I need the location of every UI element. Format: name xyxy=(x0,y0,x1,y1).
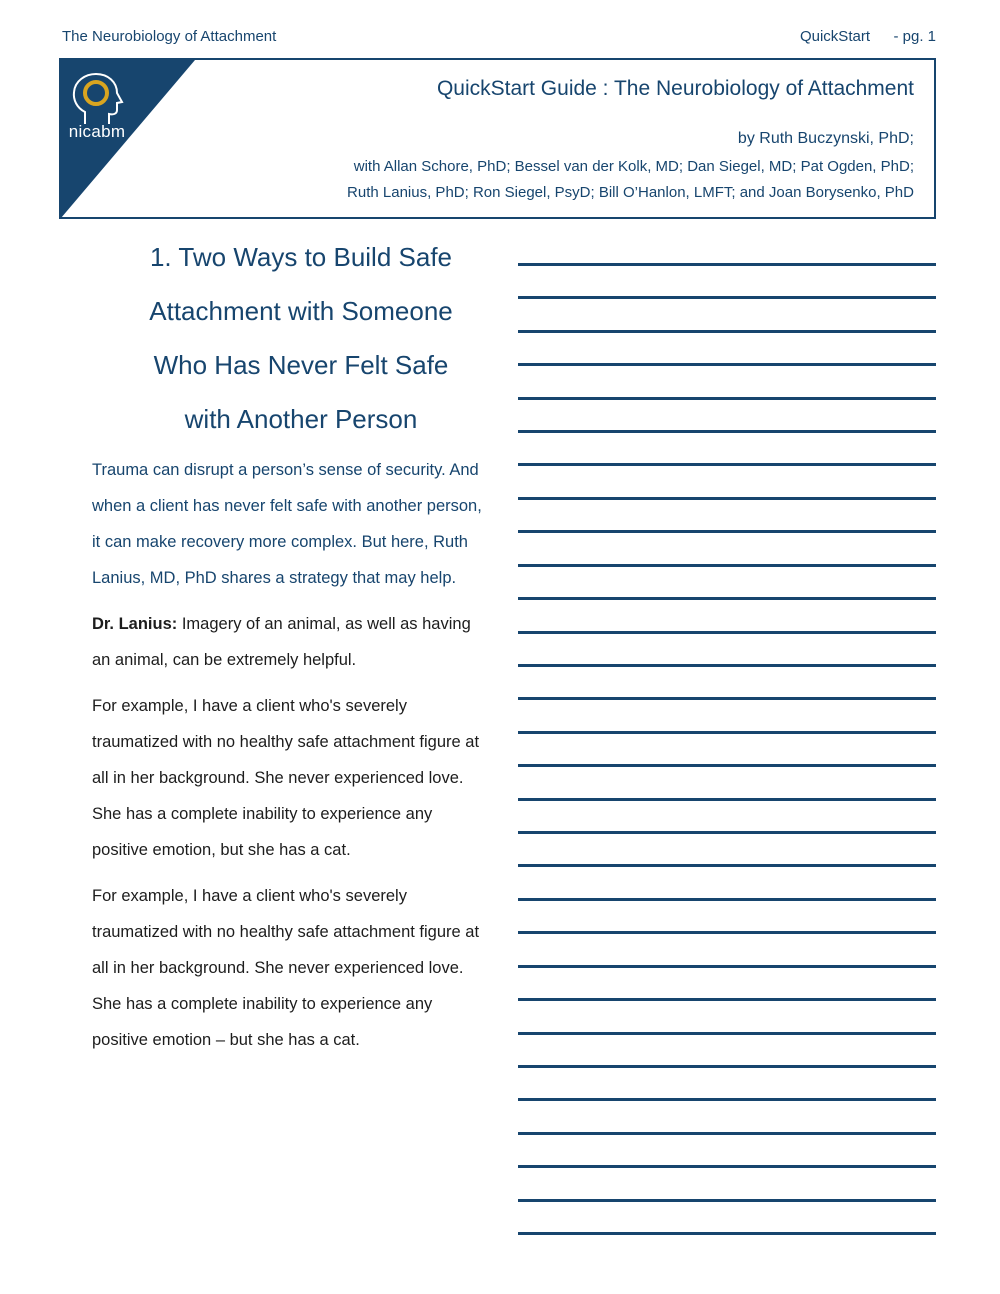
note-line xyxy=(518,530,936,533)
note-line xyxy=(518,397,936,400)
note-line xyxy=(518,1199,936,1202)
page-number: - pg. 1 xyxy=(893,28,936,45)
body-paragraph: For example, I have a client who's severely traumatized with no healthy safe attachment figure at all in her background. She never experienced love. She has a complete inability to experience any positive emotion, but she has a cat. xyxy=(92,697,480,859)
running-header-section: QuickStart xyxy=(799,28,870,45)
contributors-line-1: with Allan Schore, PhD; Bessel van der Kolk, MD; Dan Siegel, MD; Pat Ogden, PhD; xyxy=(353,158,914,175)
guide-label: QuickStart Guide : xyxy=(436,77,609,100)
note-lines-area xyxy=(518,0,936,1294)
note-line xyxy=(518,965,936,968)
section-heading-line: Attachment with Someone xyxy=(149,296,453,326)
section-heading-line: with Another Person xyxy=(184,404,418,434)
note-line xyxy=(518,1098,936,1101)
speaker-label: Dr. Lanius: xyxy=(92,615,178,633)
note-line xyxy=(518,1165,936,1168)
section-heading xyxy=(92,230,510,446)
note-line xyxy=(518,898,936,901)
author-line: by Ruth Buczynski, PhD; xyxy=(737,130,914,147)
note-line xyxy=(518,263,936,266)
note-line xyxy=(518,296,936,299)
guide-subject: The Neurobiology of Attachment xyxy=(613,77,914,100)
contributors-line-2: Ruth Lanius, PhD; Ron Siegel, PsyD; Bill O’Hanlon, LMFT; and Joan Borysenko, PhD xyxy=(347,184,914,201)
section-heading-line: Who Has Never Felt Safe xyxy=(153,350,449,380)
logo-wordmark: nicabm xyxy=(68,122,126,141)
note-line xyxy=(518,497,936,500)
body-paragraph: For example, I have a client who's severely traumatized with no healthy safe attachment figure at all in her background. She never experienced love. She has a complete inability to experience any positive emotion – but she has a cat. xyxy=(92,887,480,1049)
body-text xyxy=(92,452,492,1068)
nicabm-head-logo-icon xyxy=(65,72,129,128)
note-line xyxy=(518,564,936,567)
note-line xyxy=(518,798,936,801)
note-line xyxy=(518,631,936,634)
note-line xyxy=(518,430,936,433)
running-header-title: The Neurobiology of Attachment xyxy=(62,28,277,45)
note-line xyxy=(518,931,936,934)
note-line xyxy=(518,998,936,1001)
intro-paragraph: Trauma can disrupt a person’s sense of security. And when a client has never felt safe with another person, it can make recovery more complex. But here, Ruth Lanius, MD, PhD shares a strategy that may help. xyxy=(92,461,482,587)
note-line xyxy=(518,731,936,734)
note-line xyxy=(518,1232,936,1235)
speaker-paragraph xyxy=(92,606,492,678)
note-line xyxy=(518,363,936,366)
note-line xyxy=(518,597,936,600)
note-line xyxy=(518,764,936,767)
section-heading-line: 1. Two Ways to Build Safe xyxy=(149,242,453,272)
note-line xyxy=(518,463,936,466)
note-line xyxy=(518,831,936,834)
speaker-quote: Imagery of an animal, as well as having an animal, can be extremely helpful. xyxy=(92,615,471,669)
note-line xyxy=(518,697,936,700)
note-line xyxy=(518,1132,936,1135)
note-line xyxy=(518,1032,936,1035)
note-line xyxy=(518,664,936,667)
note-line xyxy=(518,330,936,333)
note-line xyxy=(518,864,936,867)
note-line xyxy=(518,1065,936,1068)
